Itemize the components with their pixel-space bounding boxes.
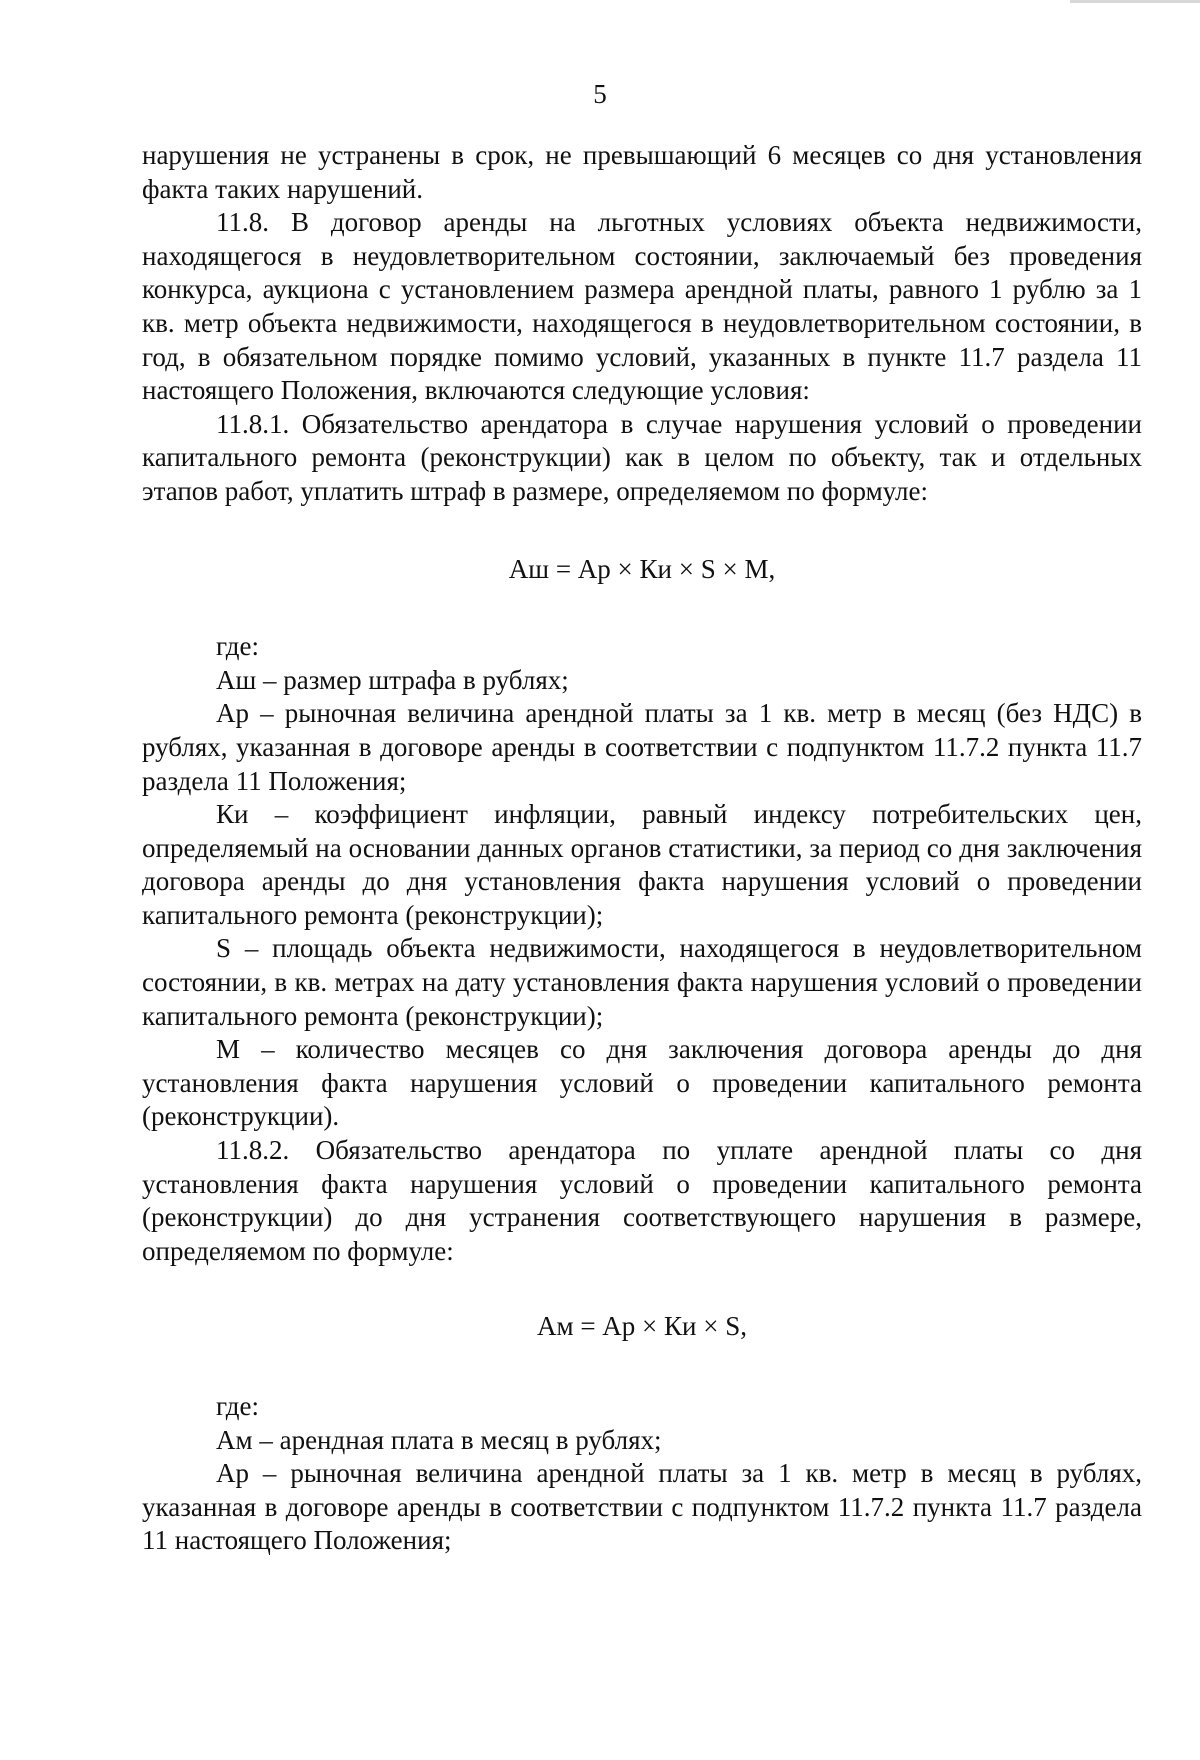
paragraph-11-8-1: 11.8.1. Обязательство арендатора в случае нарушения условий о проведении капитального ремонта (реконструкции) как в целом по объекту, так и отдельных этапов работ, уплатить штраф в размере, определяемом по формуле: [142,408,1142,506]
scan-edge-mark [1070,0,1200,3]
where-label-1: где: [216,631,259,662]
paragraph-continuation: нарушения не устранены в срок, не превышающий 6 месяцев со дня установления факта таких нарушений. [142,140,1142,204]
paragraph-11-8: 11.8. В договор аренды на льготных условиях объекта недвижимости, находящегося в неудовлетворительном состоянии, заключаемый без проведения конкурса, аукциона с установлением размера арендной платы, равного 1 рублю за 1 кв. метр объекта недвижимости, находящегося в неудовлетворительном состоянии, в год, в обязательном порядке помимо условий, указанных в пункте 11.7 раздела 11 настоящего Положения, включаются следующие условия: [142,207,1142,406]
definition-ar-1: Ар – рыночная величина арендной платы за 1 кв. метр в месяц (без НДС) в рублях, указанная в договоре аренды в соответствии с подпунктом 11.7.2 пункта 11.7 раздела 11 Положения; [142,698,1142,796]
where-label-2: где: [216,1391,259,1421]
penalty-formula: Аш = Ар × Ки × S × М, [508,553,776,584]
definition-s: S – площадь объекта недвижимости, находящегося в неудовлетворительном состоянии, в кв. метрах на дату установления факта нарушения условий о проведении капитального ремонта (реконструкции); [142,933,1142,1031]
definition-am: Ам – арендная плата в месяц в рублях; [216,1424,662,1455]
document-body [142,139,1142,1558]
definition-m: М – количество месяцев со дня заключения договора аренды до дня установления факта нарушения условий о проведении капитального ремонта (реконструкции). [142,1034,1142,1132]
paragraph-11-8-2: 11.8.2. Обязательство арендатора по уплате арендной платы со дня установления факта нарушения условий о проведении капитального ремонта (реконструкции) до дня устранения соответствующего нарушения в размере, определяемом по формуле: [142,1135,1142,1266]
page-number: 5 [593,79,607,109]
definition-ki: Ки – коэффициент инфляции, равный индексу потребительских цен, определяемый на основании данных органов статистики, за период со дня заключения договора аренды до дня установления факта нарушения условий о проведении капитального ремонта (реконструкции); [142,799,1142,930]
definition-ar-2: Ар – рыночная величина арендной платы за 1 кв. метр в месяц в рублях, указанная в договоре аренды в соответствии с подпунктом 11.7.2 пункта 11.7 раздела 11 настоящего Положения; [142,1458,1142,1556]
definition-ash: Аш – размер штрафа в рублях; [216,664,569,695]
rent-formula: Ам = Ар × Ки × S, [537,1311,747,1342]
